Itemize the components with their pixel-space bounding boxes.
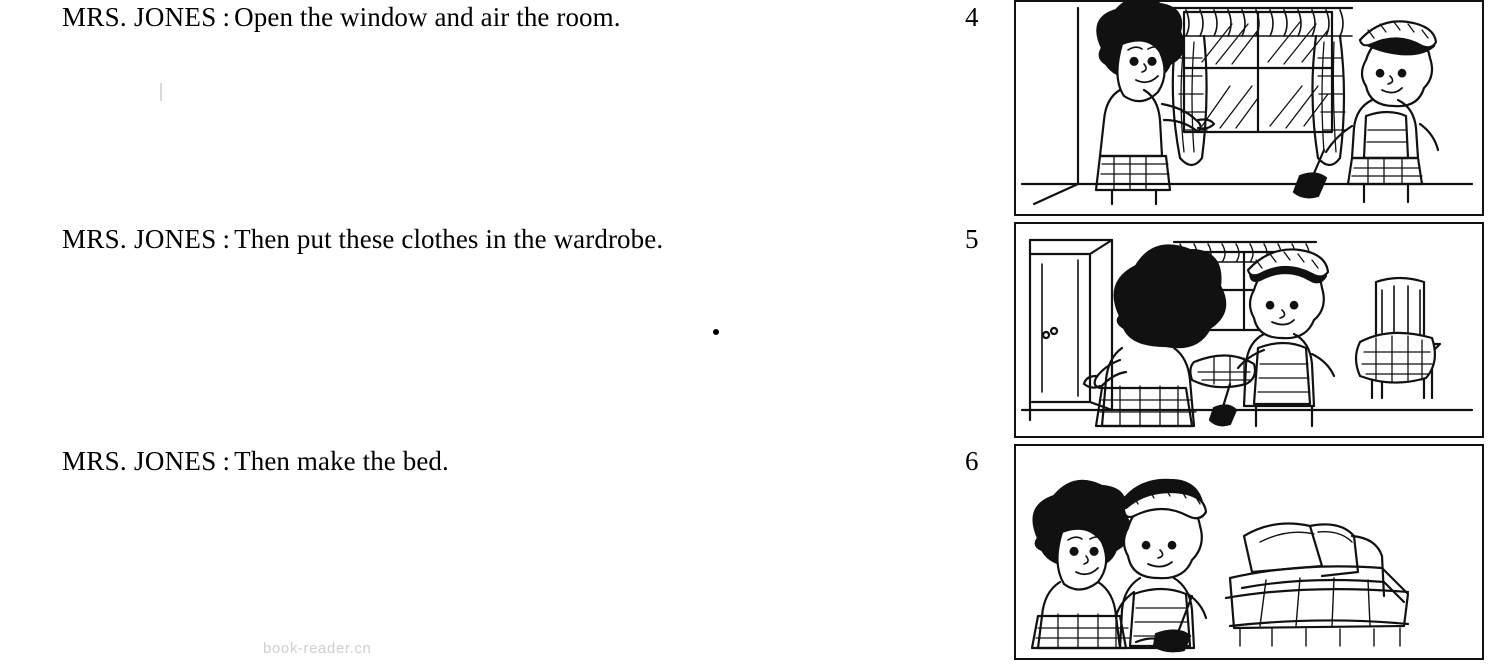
- dialogue-text: Then put these clothes in the wardrobe.: [234, 224, 664, 254]
- dialogue-text: Open the window and air the room.: [234, 2, 621, 32]
- dialogue-text: Then make the bed.: [234, 446, 449, 476]
- dialogue-line: [62, 222, 663, 256]
- comic-panel-4: [1014, 0, 1484, 216]
- dialogue-row: [0, 0, 1497, 215]
- dialogue-line: [62, 0, 621, 34]
- speaker-colon: :: [222, 224, 231, 254]
- speaker-colon: :: [222, 2, 231, 32]
- dialogue-line: [62, 444, 449, 478]
- speaker-label: MRS. JONES: [62, 2, 217, 32]
- speaker-label: MRS. JONES: [62, 446, 217, 476]
- frame-number: 4: [965, 2, 979, 32]
- dialogue-row: [0, 222, 1497, 437]
- frame-number: 5: [965, 224, 979, 254]
- comic-panel-5: [1014, 222, 1484, 438]
- frame-number: 6: [965, 446, 979, 476]
- watermark: book-reader.cn: [263, 640, 372, 657]
- comic-panel-6: [1014, 444, 1484, 660]
- speaker-label: MRS. JONES: [62, 224, 217, 254]
- speaker-colon: :: [222, 446, 231, 476]
- dialogue-row: [0, 444, 1497, 659]
